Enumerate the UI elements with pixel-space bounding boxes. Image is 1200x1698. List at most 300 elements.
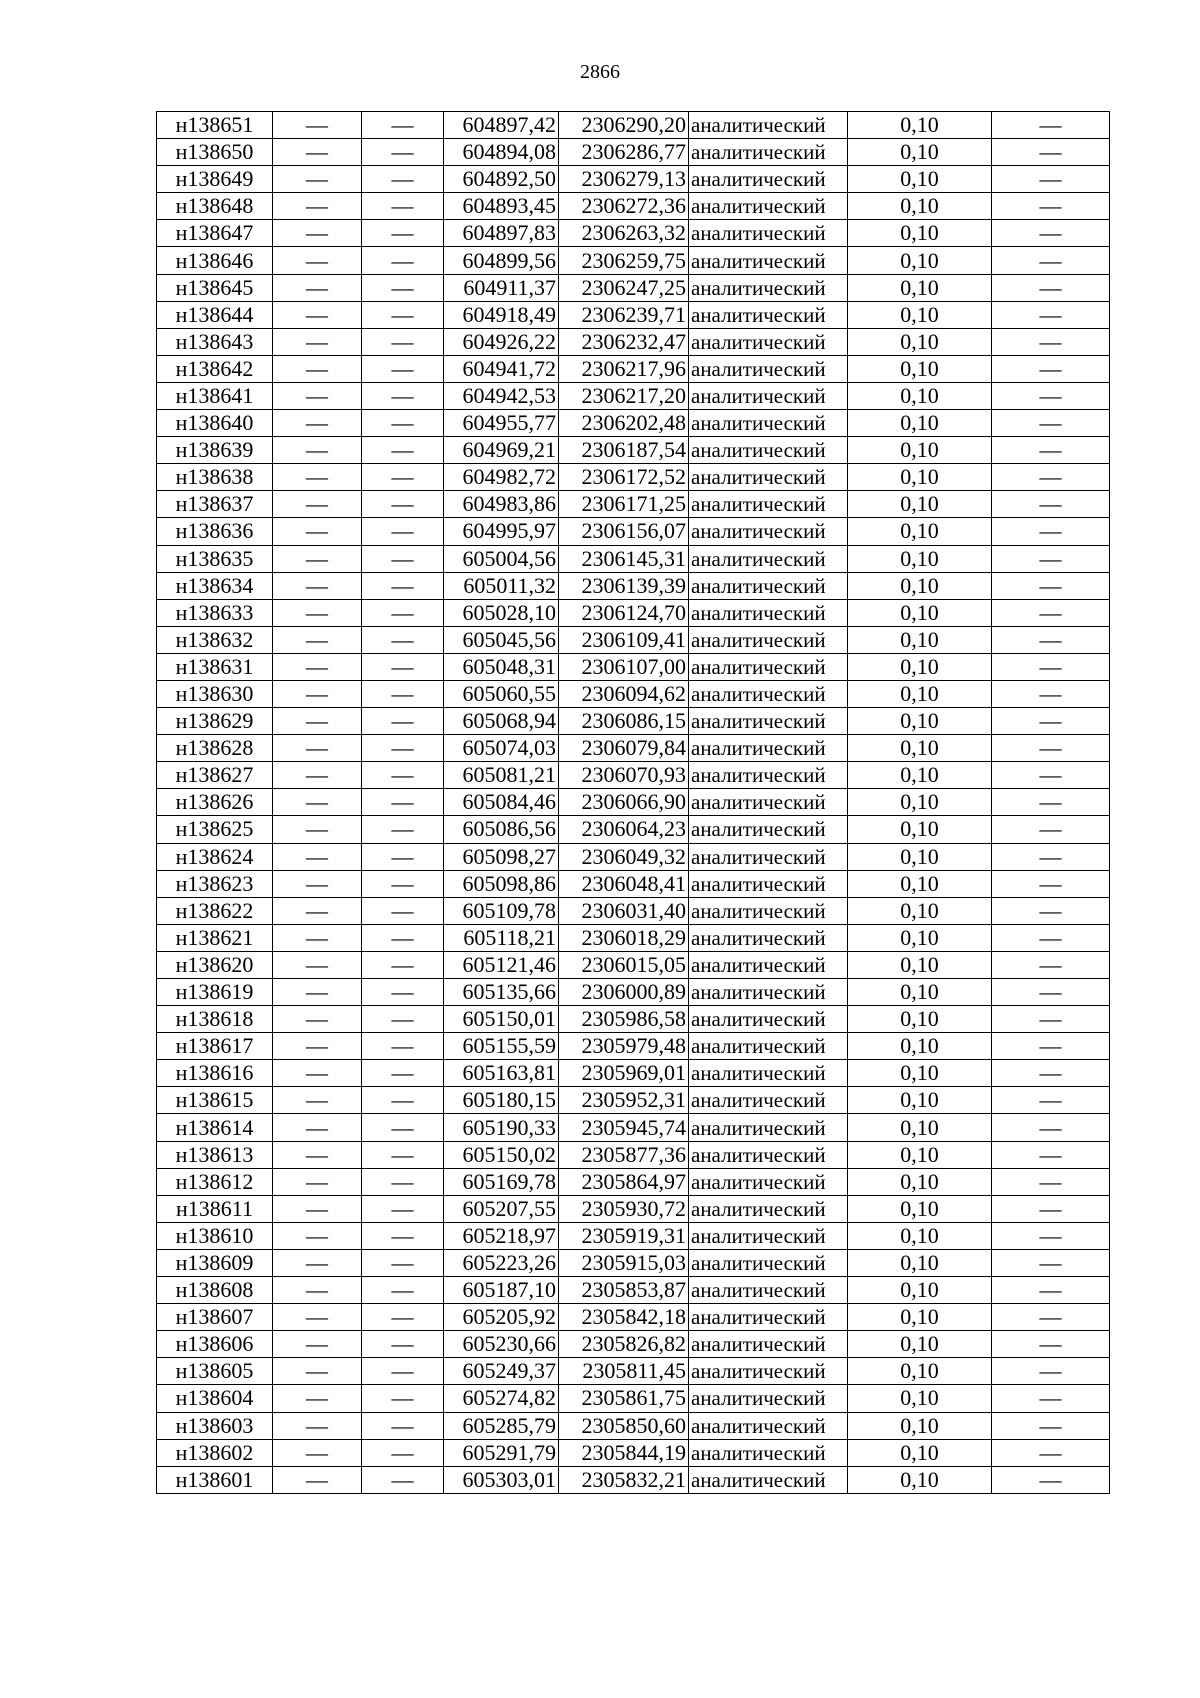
x-coordinate-cell: 605118,21: [444, 924, 559, 951]
table-row: [157, 789, 1110, 816]
empty-coord-cell: —: [273, 1006, 362, 1033]
table-row: [157, 924, 1110, 951]
empty-coord-cell: —: [273, 951, 362, 978]
point-id-cell: н138616: [157, 1060, 273, 1087]
x-coordinate-cell: 605150,02: [444, 1141, 559, 1168]
point-id-cell: н138601: [157, 1466, 273, 1493]
method-cell: аналитический: [689, 789, 848, 816]
empty-coord-cell: —: [273, 1331, 362, 1358]
empty-coord-cell: —: [362, 843, 444, 870]
y-coordinate-cell: 2305930,72: [559, 1195, 689, 1222]
x-coordinate-cell: 605303,01: [444, 1466, 559, 1493]
x-coordinate-cell: 604899,56: [444, 247, 559, 274]
point-id-cell: н138625: [157, 816, 273, 843]
table-row: [157, 1006, 1110, 1033]
accuracy-cell: 0,10: [848, 1466, 992, 1493]
empty-coord-cell: —: [273, 437, 362, 464]
y-coordinate-cell: 2306139,39: [559, 572, 689, 599]
empty-coord-cell: —: [362, 139, 444, 166]
y-coordinate-cell: 2306107,00: [559, 653, 689, 680]
y-coordinate-cell: 2306263,32: [559, 220, 689, 247]
empty-coord-cell: —: [273, 1195, 362, 1222]
point-id-cell: н138634: [157, 572, 273, 599]
empty-coord-cell: —: [273, 789, 362, 816]
description-cell: —: [992, 1466, 1110, 1493]
method-cell: аналитический: [689, 193, 848, 220]
x-coordinate-cell: 605285,79: [444, 1412, 559, 1439]
x-coordinate-cell: 605045,56: [444, 626, 559, 653]
empty-coord-cell: —: [362, 653, 444, 680]
description-cell: —: [992, 301, 1110, 328]
empty-coord-cell: —: [362, 1006, 444, 1033]
description-cell: —: [992, 247, 1110, 274]
empty-coord-cell: —: [362, 816, 444, 843]
description-cell: —: [992, 518, 1110, 545]
table-row: [157, 762, 1110, 789]
point-id-cell: н138647: [157, 220, 273, 247]
description-cell: —: [992, 1006, 1110, 1033]
accuracy-cell: 0,10: [848, 1222, 992, 1249]
description-cell: —: [992, 708, 1110, 735]
x-coordinate-cell: 604941,72: [444, 355, 559, 382]
point-id-cell: н138650: [157, 139, 273, 166]
x-coordinate-cell: 605291,79: [444, 1439, 559, 1466]
table-row: [157, 1439, 1110, 1466]
empty-coord-cell: —: [273, 166, 362, 193]
empty-coord-cell: —: [273, 1466, 362, 1493]
empty-coord-cell: —: [362, 355, 444, 382]
empty-coord-cell: —: [362, 680, 444, 707]
table-row: [157, 518, 1110, 545]
point-id-cell: н138637: [157, 491, 273, 518]
y-coordinate-cell: 2306259,75: [559, 247, 689, 274]
accuracy-cell: 0,10: [848, 545, 992, 572]
method-cell: аналитический: [689, 1304, 848, 1331]
table-row: [157, 708, 1110, 735]
table-row: [157, 464, 1110, 491]
accuracy-cell: 0,10: [848, 301, 992, 328]
method-cell: аналитический: [689, 1439, 848, 1466]
point-id-cell: н138626: [157, 789, 273, 816]
y-coordinate-cell: 2305945,74: [559, 1114, 689, 1141]
x-coordinate-cell: 605150,01: [444, 1006, 559, 1033]
y-coordinate-cell: 2306109,41: [559, 626, 689, 653]
description-cell: —: [992, 491, 1110, 518]
empty-coord-cell: —: [273, 382, 362, 409]
table-row: [157, 1222, 1110, 1249]
description-cell: —: [992, 464, 1110, 491]
empty-coord-cell: —: [273, 247, 362, 274]
point-id-cell: н138645: [157, 274, 273, 301]
point-id-cell: н138629: [157, 708, 273, 735]
empty-coord-cell: —: [273, 897, 362, 924]
empty-coord-cell: —: [273, 1114, 362, 1141]
x-coordinate-cell: 604911,37: [444, 274, 559, 301]
y-coordinate-cell: 2306049,32: [559, 843, 689, 870]
method-cell: аналитический: [689, 951, 848, 978]
empty-coord-cell: —: [362, 1087, 444, 1114]
point-id-cell: н138604: [157, 1385, 273, 1412]
description-cell: —: [992, 924, 1110, 951]
point-id-cell: н138611: [157, 1195, 273, 1222]
empty-coord-cell: —: [273, 139, 362, 166]
description-cell: —: [992, 437, 1110, 464]
accuracy-cell: 0,10: [848, 735, 992, 762]
method-cell: аналитический: [689, 410, 848, 437]
method-cell: аналитический: [689, 274, 848, 301]
method-cell: аналитический: [689, 1358, 848, 1385]
y-coordinate-cell: 2306272,36: [559, 193, 689, 220]
accuracy-cell: 0,10: [848, 112, 992, 139]
method-cell: аналитический: [689, 1033, 848, 1060]
empty-coord-cell: —: [273, 816, 362, 843]
point-id-cell: н138615: [157, 1087, 273, 1114]
empty-coord-cell: —: [273, 112, 362, 139]
empty-coord-cell: —: [362, 1304, 444, 1331]
y-coordinate-cell: 2306079,84: [559, 735, 689, 762]
table-row: [157, 1033, 1110, 1060]
description-cell: —: [992, 112, 1110, 139]
empty-coord-cell: —: [273, 1412, 362, 1439]
accuracy-cell: 0,10: [848, 680, 992, 707]
y-coordinate-cell: 2305864,97: [559, 1168, 689, 1195]
y-coordinate-cell: 2306070,93: [559, 762, 689, 789]
description-cell: —: [992, 355, 1110, 382]
y-coordinate-cell: 2305986,58: [559, 1006, 689, 1033]
x-coordinate-cell: 605081,21: [444, 762, 559, 789]
empty-coord-cell: —: [362, 1249, 444, 1276]
table-row: [157, 328, 1110, 355]
accuracy-cell: 0,10: [848, 653, 992, 680]
empty-coord-cell: —: [362, 166, 444, 193]
accuracy-cell: 0,10: [848, 518, 992, 545]
description-cell: —: [992, 870, 1110, 897]
x-coordinate-cell: 604955,77: [444, 410, 559, 437]
y-coordinate-cell: 2305969,01: [559, 1060, 689, 1087]
x-coordinate-cell: 605155,59: [444, 1033, 559, 1060]
empty-coord-cell: —: [273, 653, 362, 680]
y-coordinate-cell: 2305877,36: [559, 1141, 689, 1168]
x-coordinate-cell: 605109,78: [444, 897, 559, 924]
table-row: [157, 437, 1110, 464]
table-row: [157, 545, 1110, 572]
table-row: [157, 112, 1110, 139]
point-id-cell: н138627: [157, 762, 273, 789]
point-id-cell: н138632: [157, 626, 273, 653]
x-coordinate-cell: 605028,10: [444, 599, 559, 626]
x-coordinate-cell: 605180,15: [444, 1087, 559, 1114]
description-cell: —: [992, 1222, 1110, 1249]
table-row: [157, 1304, 1110, 1331]
accuracy-cell: 0,10: [848, 274, 992, 301]
y-coordinate-cell: 2305842,18: [559, 1304, 689, 1331]
method-cell: аналитический: [689, 924, 848, 951]
point-id-cell: н138619: [157, 979, 273, 1006]
table-row: [157, 1195, 1110, 1222]
y-coordinate-cell: 2306279,13: [559, 166, 689, 193]
table-row: [157, 301, 1110, 328]
accuracy-cell: 0,10: [848, 1249, 992, 1276]
accuracy-cell: 0,10: [848, 843, 992, 870]
empty-coord-cell: —: [273, 680, 362, 707]
x-coordinate-cell: 605218,97: [444, 1222, 559, 1249]
method-cell: аналитический: [689, 355, 848, 382]
method-cell: аналитический: [689, 1222, 848, 1249]
y-coordinate-cell: 2306031,40: [559, 897, 689, 924]
accuracy-cell: 0,10: [848, 626, 992, 653]
accuracy-cell: 0,10: [848, 1060, 992, 1087]
empty-coord-cell: —: [273, 1249, 362, 1276]
y-coordinate-cell: 2306064,23: [559, 816, 689, 843]
y-coordinate-cell: 2305844,19: [559, 1439, 689, 1466]
empty-coord-cell: —: [362, 979, 444, 1006]
empty-coord-cell: —: [273, 762, 362, 789]
empty-coord-cell: —: [273, 491, 362, 518]
y-coordinate-cell: 2306217,20: [559, 382, 689, 409]
x-coordinate-cell: 605274,82: [444, 1385, 559, 1412]
table-row: [157, 410, 1110, 437]
empty-coord-cell: —: [362, 1168, 444, 1195]
point-id-cell: н138606: [157, 1331, 273, 1358]
y-coordinate-cell: 2306187,54: [559, 437, 689, 464]
table-row: [157, 274, 1110, 301]
table-row: [157, 572, 1110, 599]
empty-coord-cell: —: [362, 112, 444, 139]
point-id-cell: н138639: [157, 437, 273, 464]
y-coordinate-cell: 2306000,89: [559, 979, 689, 1006]
point-id-cell: н138642: [157, 355, 273, 382]
table-row: [157, 382, 1110, 409]
point-id-cell: н138648: [157, 193, 273, 220]
method-cell: аналитический: [689, 1331, 848, 1358]
x-coordinate-cell: 604893,45: [444, 193, 559, 220]
empty-coord-cell: —: [273, 924, 362, 951]
accuracy-cell: 0,10: [848, 139, 992, 166]
y-coordinate-cell: 2306094,62: [559, 680, 689, 707]
method-cell: аналитический: [689, 220, 848, 247]
empty-coord-cell: —: [362, 1114, 444, 1141]
method-cell: аналитический: [689, 708, 848, 735]
method-cell: аналитический: [689, 382, 848, 409]
method-cell: аналитический: [689, 1385, 848, 1412]
x-coordinate-cell: 604983,86: [444, 491, 559, 518]
empty-coord-cell: —: [362, 274, 444, 301]
empty-coord-cell: —: [273, 518, 362, 545]
description-cell: —: [992, 653, 1110, 680]
x-coordinate-cell: 604982,72: [444, 464, 559, 491]
empty-coord-cell: —: [362, 1277, 444, 1304]
description-cell: —: [992, 1439, 1110, 1466]
point-id-cell: н138610: [157, 1222, 273, 1249]
table-row: [157, 1331, 1110, 1358]
table-row: [157, 1168, 1110, 1195]
y-coordinate-cell: 2305826,82: [559, 1331, 689, 1358]
table-row: [157, 735, 1110, 762]
table-row: [157, 897, 1110, 924]
accuracy-cell: 0,10: [848, 1006, 992, 1033]
y-coordinate-cell: 2305952,31: [559, 1087, 689, 1114]
empty-coord-cell: —: [362, 762, 444, 789]
description-cell: —: [992, 762, 1110, 789]
description-cell: —: [992, 139, 1110, 166]
x-coordinate-cell: 604969,21: [444, 437, 559, 464]
accuracy-cell: 0,10: [848, 951, 992, 978]
method-cell: аналитический: [689, 1060, 848, 1087]
description-cell: —: [992, 1195, 1110, 1222]
description-cell: —: [992, 1060, 1110, 1087]
empty-coord-cell: —: [362, 735, 444, 762]
method-cell: аналитический: [689, 1087, 848, 1114]
empty-coord-cell: —: [362, 328, 444, 355]
empty-coord-cell: —: [362, 599, 444, 626]
accuracy-cell: 0,10: [848, 328, 992, 355]
y-coordinate-cell: 2305915,03: [559, 1249, 689, 1276]
y-coordinate-cell: 2306286,77: [559, 139, 689, 166]
table-row: [157, 1385, 1110, 1412]
x-coordinate-cell: 605074,03: [444, 735, 559, 762]
point-id-cell: н138603: [157, 1412, 273, 1439]
empty-coord-cell: —: [362, 1412, 444, 1439]
y-coordinate-cell: 2306018,29: [559, 924, 689, 951]
description-cell: —: [992, 1168, 1110, 1195]
accuracy-cell: 0,10: [848, 382, 992, 409]
point-id-cell: н138644: [157, 301, 273, 328]
point-id-cell: н138609: [157, 1249, 273, 1276]
table-row: [157, 1412, 1110, 1439]
y-coordinate-cell: 2306015,05: [559, 951, 689, 978]
description-cell: —: [992, 410, 1110, 437]
method-cell: аналитический: [689, 545, 848, 572]
empty-coord-cell: —: [362, 247, 444, 274]
description-cell: —: [992, 545, 1110, 572]
method-cell: аналитический: [689, 112, 848, 139]
description-cell: —: [992, 843, 1110, 870]
accuracy-cell: 0,10: [848, 789, 992, 816]
point-id-cell: н138636: [157, 518, 273, 545]
method-cell: аналитический: [689, 816, 848, 843]
empty-coord-cell: —: [362, 924, 444, 951]
empty-coord-cell: —: [362, 1439, 444, 1466]
point-id-cell: н138621: [157, 924, 273, 951]
y-coordinate-cell: 2306145,31: [559, 545, 689, 572]
point-id-cell: н138631: [157, 653, 273, 680]
x-coordinate-cell: 605223,26: [444, 1249, 559, 1276]
x-coordinate-cell: 604926,22: [444, 328, 559, 355]
accuracy-cell: 0,10: [848, 355, 992, 382]
description-cell: —: [992, 735, 1110, 762]
y-coordinate-cell: 2306048,41: [559, 870, 689, 897]
method-cell: аналитический: [689, 139, 848, 166]
table-row: [157, 193, 1110, 220]
table-row: [157, 951, 1110, 978]
accuracy-cell: 0,10: [848, 572, 992, 599]
point-id-cell: н138643: [157, 328, 273, 355]
x-coordinate-cell: 605205,92: [444, 1304, 559, 1331]
method-cell: аналитический: [689, 518, 848, 545]
point-id-cell: н138635: [157, 545, 273, 572]
point-id-cell: н138622: [157, 897, 273, 924]
y-coordinate-cell: 2306239,71: [559, 301, 689, 328]
empty-coord-cell: —: [362, 1358, 444, 1385]
empty-coord-cell: —: [273, 1358, 362, 1385]
accuracy-cell: 0,10: [848, 1033, 992, 1060]
empty-coord-cell: —: [362, 951, 444, 978]
description-cell: —: [992, 951, 1110, 978]
description-cell: —: [992, 193, 1110, 220]
point-id-cell: н138628: [157, 735, 273, 762]
empty-coord-cell: —: [273, 1385, 362, 1412]
empty-coord-cell: —: [273, 301, 362, 328]
accuracy-cell: 0,10: [848, 1141, 992, 1168]
y-coordinate-cell: 2305832,21: [559, 1466, 689, 1493]
description-cell: —: [992, 789, 1110, 816]
x-coordinate-cell: 604942,53: [444, 382, 559, 409]
table-row: [157, 1358, 1110, 1385]
accuracy-cell: 0,10: [848, 708, 992, 735]
method-cell: аналитический: [689, 870, 848, 897]
y-coordinate-cell: 2306202,48: [559, 410, 689, 437]
point-id-cell: н138620: [157, 951, 273, 978]
method-cell: аналитический: [689, 572, 848, 599]
y-coordinate-cell: 2306217,96: [559, 355, 689, 382]
point-id-cell: н138638: [157, 464, 273, 491]
description-cell: —: [992, 1249, 1110, 1276]
table-row: [157, 680, 1110, 707]
empty-coord-cell: —: [273, 979, 362, 1006]
x-coordinate-cell: 605086,56: [444, 816, 559, 843]
empty-coord-cell: —: [273, 355, 362, 382]
point-id-cell: н138630: [157, 680, 273, 707]
description-cell: —: [992, 572, 1110, 599]
method-cell: аналитический: [689, 680, 848, 707]
description-cell: —: [992, 1141, 1110, 1168]
empty-coord-cell: —: [273, 1087, 362, 1114]
table-row: [157, 843, 1110, 870]
x-coordinate-cell: 604894,08: [444, 139, 559, 166]
empty-coord-cell: —: [362, 491, 444, 518]
empty-coord-cell: —: [273, 1060, 362, 1087]
table-row: [157, 220, 1110, 247]
x-coordinate-cell: 604918,49: [444, 301, 559, 328]
empty-coord-cell: —: [273, 1168, 362, 1195]
point-id-cell: н138646: [157, 247, 273, 274]
point-id-cell: н138612: [157, 1168, 273, 1195]
x-coordinate-cell: 605048,31: [444, 653, 559, 680]
empty-coord-cell: —: [362, 572, 444, 599]
accuracy-cell: 0,10: [848, 1331, 992, 1358]
empty-coord-cell: —: [273, 220, 362, 247]
point-id-cell: н138641: [157, 382, 273, 409]
empty-coord-cell: —: [362, 1141, 444, 1168]
x-coordinate-cell: 605098,27: [444, 843, 559, 870]
table-row: [157, 1060, 1110, 1087]
empty-coord-cell: —: [362, 437, 444, 464]
x-coordinate-cell: 605084,46: [444, 789, 559, 816]
y-coordinate-cell: 2306232,47: [559, 328, 689, 355]
method-cell: аналитический: [689, 1141, 848, 1168]
table-row: [157, 1277, 1110, 1304]
empty-coord-cell: —: [362, 410, 444, 437]
accuracy-cell: 0,10: [848, 1412, 992, 1439]
empty-coord-cell: —: [362, 464, 444, 491]
description-cell: —: [992, 626, 1110, 653]
method-cell: аналитический: [689, 1466, 848, 1493]
empty-coord-cell: —: [362, 545, 444, 572]
y-coordinate-cell: 2305850,60: [559, 1412, 689, 1439]
y-coordinate-cell: 2306066,90: [559, 789, 689, 816]
accuracy-cell: 0,10: [848, 897, 992, 924]
accuracy-cell: 0,10: [848, 247, 992, 274]
